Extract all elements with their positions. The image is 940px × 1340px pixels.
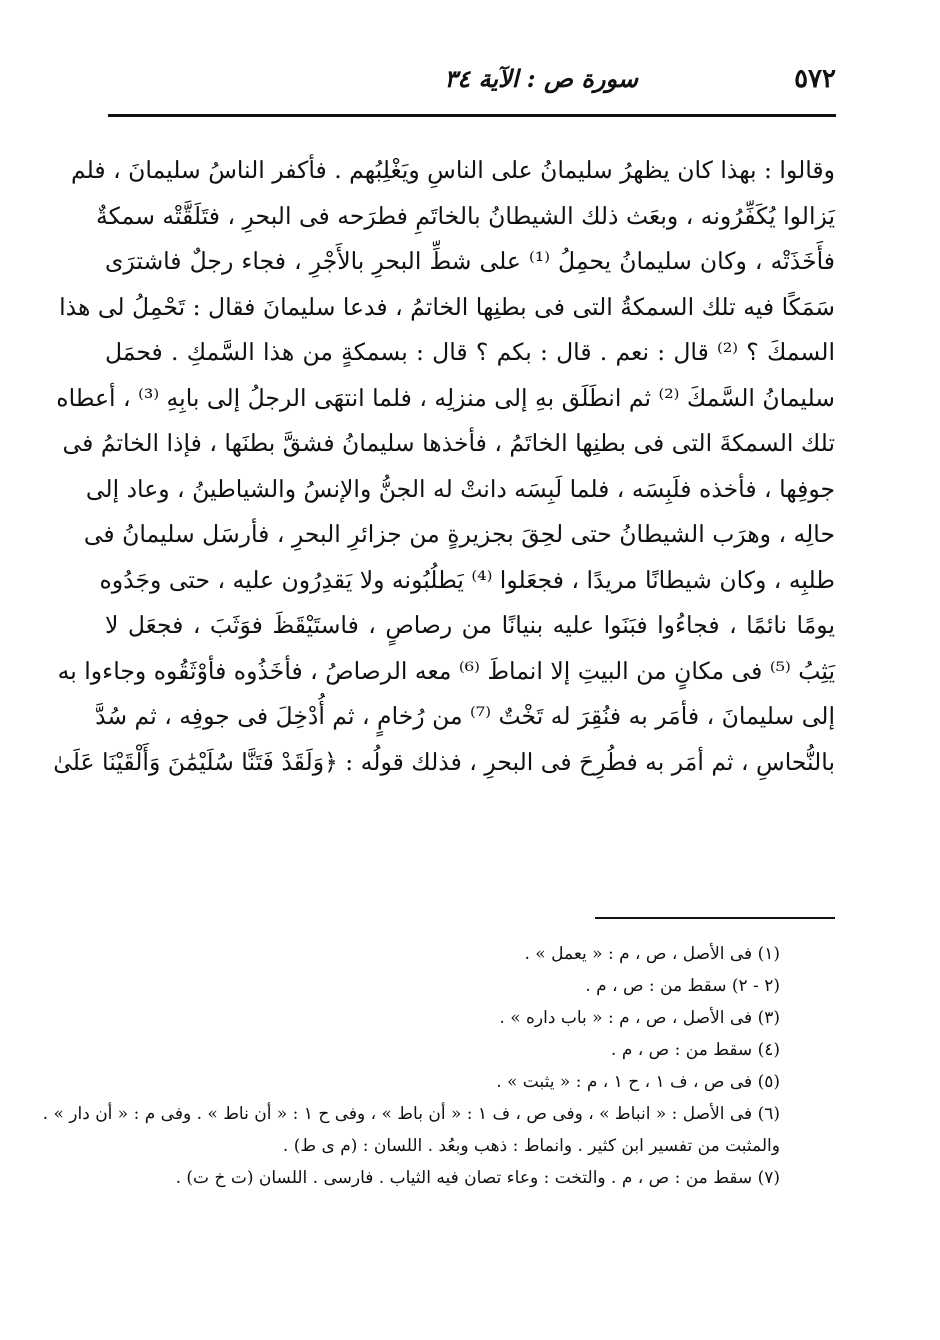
- text-line: وقالوا : بهذا كان يظهرُ سليمانُ على الناسِ ويَغْلِبُهم . فأكفر الناسُ سليمانَ ، فلم: [70, 156, 835, 184]
- text-line: بالنُّحاسِ ، ثم أمَر به فطُرِحَ فى البحرِ ، فذلك قولُه : ﴿وَلَقَدْ فَتَنَّا سُلَيْمَٰنَ وَأَلْقَيْنَا عَلَىٰ: [53, 747, 835, 776]
- page-header: [108, 62, 836, 102]
- text-line: سليمانُ السَّمكَ ⁽²⁾ ثم انطَلَق بهِ إلى منزلِه ، فلما انتهَى الرجلُ إلى بابِهِ ⁽³⁾ ، أعطاه: [56, 383, 835, 412]
- text-line: فأَخَذَتْه ، وكان سليمانُ يحمِلُ ⁽¹⁾ على شطِّ البحرِ بالأَجْرِ ، فجاء رجلٌ فاشترَى: [105, 247, 836, 275]
- footnotes: [42, 938, 780, 1194]
- footnote: (٢ - ٢) سقط من : ص ، م .: [585, 976, 780, 996]
- footnote: (٥) فى ص ، ف ١ ، ح ١ ، م : « يثبت » .: [496, 1072, 780, 1092]
- text-line: جوفِها ، فأخذه فلَبِسَه ، فلما لَبِسَه دانتْ له الجنُّ والإنسُ والشياطينُ ، وعاد إلى: [85, 474, 835, 503]
- header-rule: [108, 114, 836, 117]
- text-line: يَثِبُ ⁽⁵⁾ فى مكانٍ من البيتِ إلا انماطَ ⁽⁶⁾ معه الرصاصُ ، فأخَذُوه فأوْثَقُوه وجاءوا به: [57, 656, 835, 685]
- footnote: (٦) فى الأصل : « انباط » ، وفى ص ، ف ١ : « أن باط » ، وفى ح ١ : « أن ناط » . وفى م : « أن دار » .: [42, 1104, 780, 1124]
- text-line: حالِه ، وهرَب الشيطانُ حتى لحِقَ بجزيرةٍ من جزائرِ البحرِ ، فأرسَل سليمانُ فى: [83, 520, 835, 548]
- main-text: [53, 148, 836, 785]
- footnote: (١) فى الأصل ، ص ، م : « يعمل » .: [524, 944, 780, 964]
- footnote: (٤) سقط من : ص ، م .: [611, 1040, 780, 1060]
- footnote-rule: [595, 917, 835, 919]
- running-title: سورة ص : الآية ٣٤: [444, 64, 638, 93]
- text-line: إلى سليمانَ ، فأمَر به فنُقِرَ له تَخْتٌ ⁽⁷⁾ من رُخامٍ ، ثم أُدْخِلَ فى جوفِه ، ثم سُدَّ: [95, 702, 835, 730]
- text-line: تلك السمكةَ التى فى بطنِها الخاتَمُ ، فأخذها سليمانُ فشقَّ بطنَها ، فإذا الخاتمُ فى: [62, 429, 835, 457]
- footnote: (٣) فى الأصل ، ص ، م : « باب داره » .: [499, 1008, 780, 1028]
- footnote: والمثبت من تفسير ابن كثير . وانماط : ذهب وبعُد . اللسان : (م ى ط) .: [282, 1136, 780, 1156]
- text-line: يومًا نائمًا ، فجاءُوا فبَنَوا عليه بنيانًا من رصاصٍ ، فاستَيْقَظَ فوَثَبَ ، فجعَل لا: [105, 611, 835, 639]
- text-line: طلبِه ، وكان شيطانًا مريدًا ، فجعَلوا ⁽⁴⁾ يَطلُبُونه ولا يَقدِرُون عليه ، حتى وجَدُوه: [99, 565, 835, 594]
- footnote: (٧) سقط من : ص ، م . والتخت : وعاء تصان فيه الثياب . فارسى . اللسان (ت خ ت) .: [175, 1168, 780, 1188]
- page-number: ٥٧٢: [794, 64, 836, 94]
- text-line: سَمَكًا فيه تلك السمكةُ التى فى بطنِها الخاتمُ ، فدعا سليمانَ فقال : تَحْمِلُ لى هذا: [59, 292, 835, 321]
- text-line: يَزالوا يُكَفِّرُونه ، وبعَث ذلك الشيطانُ بالخاتَمِ فطرَحه فى البحرِ ، فتَلَقَّتْه سمكةٌ: [96, 201, 835, 230]
- text-line: السمكَ ؟ ⁽²⁾ قال : نعم . قال : بكم ؟ قال : بسمكةٍ من هذا السَّمكِ . فحمَل: [105, 338, 835, 366]
